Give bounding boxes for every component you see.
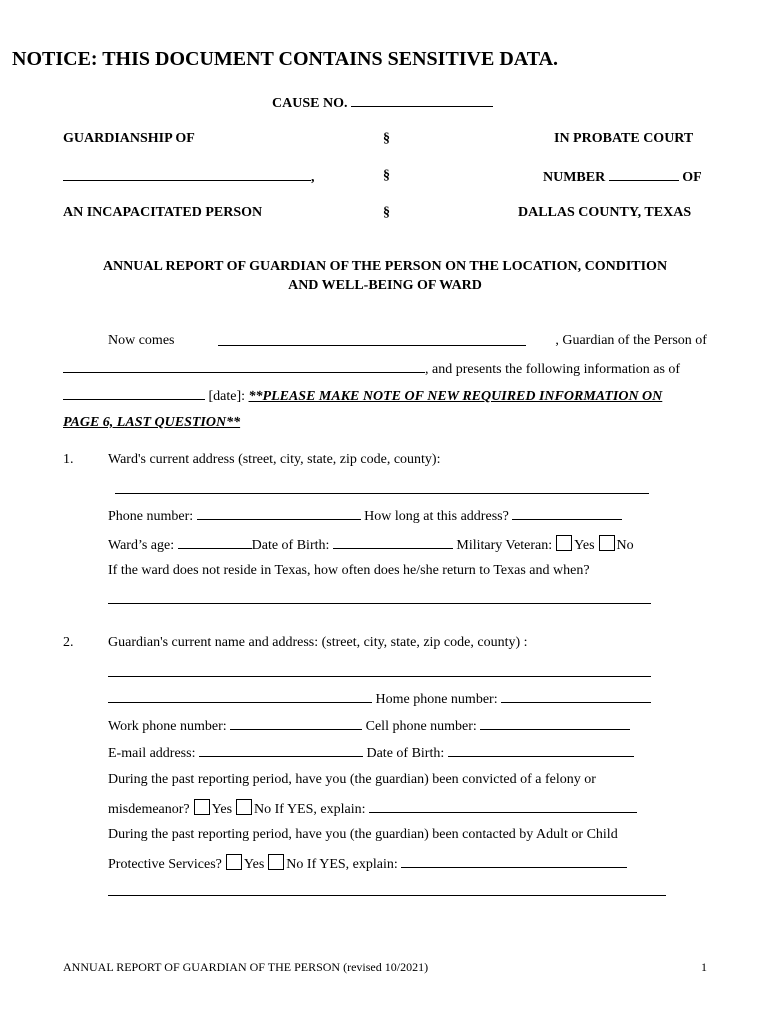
- presents-text: , and presents the following information as of: [425, 362, 681, 377]
- intro-line3: [63, 387, 662, 405]
- felony-question-line1: During the past reporting period, have you (the guardian) been convicted of a felony or: [108, 772, 596, 787]
- court-of-label: OF: [682, 170, 702, 185]
- new-info-note-cont: PAGE 6, LAST QUESTION**: [63, 415, 241, 430]
- caption-section-symbol: §: [383, 131, 390, 146]
- cause-number-label: CAUSE NO.: [272, 96, 348, 111]
- texas-return-question: If the ward does not reside in Texas, how often does he/she return to Texas and when?: [108, 563, 590, 578]
- cps-explain-label: If YES, explain:: [306, 857, 398, 872]
- q2-number: 2.: [63, 635, 74, 650]
- q2-label: Guardian's current name and address: (street, city, state, zip code, county) :: [108, 635, 528, 650]
- veteran-label: Military Veteran:: [456, 538, 553, 553]
- q1-label: Ward's current address (street, city, state, zip code, county):: [108, 452, 441, 467]
- cps-explain-blank[interactable]: [401, 855, 627, 868]
- ward-person-blank[interactable]: [63, 360, 425, 373]
- caption-section-symbol: §: [383, 168, 390, 183]
- veteran-no-label: No: [616, 538, 634, 553]
- cps-yes-label: Yes: [243, 857, 265, 872]
- misdemeanor-label: misdemeanor?: [108, 802, 190, 817]
- cps-no-checkbox[interactable]: [268, 854, 284, 870]
- intro-line1: [108, 333, 707, 349]
- q1-phone-row: [108, 507, 622, 525]
- guardian-address-blank-2[interactable]: [108, 690, 372, 703]
- felony-no-checkbox[interactable]: [236, 799, 252, 815]
- cell-phone-blank[interactable]: [480, 717, 630, 730]
- ward-dob-label: Date of Birth:: [251, 538, 330, 553]
- q2-email-row: [108, 744, 634, 762]
- veteran-no-checkbox[interactable]: [599, 535, 615, 551]
- felony-yes-checkbox[interactable]: [194, 799, 210, 815]
- footer-text: ANNUAL REPORT OF GUARDIAN OF THE PERSON (revised 10/2021): [63, 960, 429, 974]
- q1-age-row: [108, 535, 634, 554]
- cps-question-line1: During the past reporting period, have you (the guardian) been contacted by Adult or Child: [108, 827, 618, 842]
- cause-number-line: [272, 94, 493, 112]
- veteran-yes-checkbox[interactable]: [556, 535, 572, 551]
- caption-comma: ,: [311, 170, 315, 185]
- felony-explain-blank[interactable]: [369, 800, 637, 813]
- caption-court-number: [543, 168, 702, 186]
- caption-probate-court: IN PROBATE COURT: [554, 131, 694, 146]
- work-phone-label: Work phone number:: [108, 719, 227, 734]
- ward-age-blank[interactable]: [178, 536, 252, 549]
- guardian-dob-blank[interactable]: [448, 744, 634, 757]
- work-phone-blank[interactable]: [230, 717, 362, 730]
- report-title-line1: ANNUAL REPORT OF GUARDIAN OF THE PERSON ON THE LOCATION, CONDITION: [102, 259, 668, 274]
- q1-number: 1.: [63, 452, 74, 467]
- email-label: E-mail address:: [108, 746, 196, 761]
- caption-incapacitated-person: AN INCAPACITATED PERSON: [63, 205, 263, 220]
- page-number: 1: [701, 960, 707, 974]
- ward-phone-blank[interactable]: [197, 507, 361, 520]
- felony-yes-label: Yes: [211, 802, 233, 817]
- guardian-dob-label: Date of Birth:: [366, 746, 445, 761]
- ward-address-blank[interactable]: [115, 493, 649, 494]
- ward-name-blank[interactable]: [63, 168, 311, 181]
- caption-section-symbol: §: [383, 205, 390, 220]
- cps-explain-blank-2[interactable]: [108, 895, 666, 896]
- report-date-blank[interactable]: [63, 387, 205, 400]
- cps-no-label: No: [286, 857, 304, 872]
- new-info-note: **PLEASE MAKE NOTE OF NEW REQUIRED INFORMATION ON: [248, 389, 663, 404]
- intro-line2: [63, 360, 680, 378]
- q2-work-phone-row: [108, 717, 630, 735]
- cause-number-blank[interactable]: [351, 94, 493, 107]
- caption-ward-name-line: [63, 168, 315, 186]
- home-phone-label: Home phone number:: [375, 692, 498, 707]
- date-label: [date]:: [208, 389, 246, 404]
- guardian-of-text: , Guardian of the Person of: [555, 333, 707, 348]
- q2-home-phone-row: [108, 690, 651, 708]
- home-phone-blank[interactable]: [501, 690, 651, 703]
- felony-no-label: No: [254, 802, 272, 817]
- protective-services-label: Protective Services?: [108, 857, 222, 872]
- felony-explain-label: If YES, explain:: [274, 802, 366, 817]
- texas-return-blank[interactable]: [108, 603, 651, 604]
- caption-dallas-county: DALLAS COUNTY, TEXAS: [518, 205, 692, 220]
- ward-dob-blank[interactable]: [333, 536, 453, 549]
- email-blank[interactable]: [199, 744, 363, 757]
- now-comes-text: Now comes: [108, 333, 175, 348]
- ward-age-label: Ward’s age:: [108, 538, 175, 553]
- sensitive-data-notice: NOTICE: THIS DOCUMENT CONTAINS SENSITIVE DATA.: [12, 48, 559, 70]
- felony-question-line2: [108, 799, 637, 818]
- court-number-blank[interactable]: [609, 168, 679, 181]
- guardian-address-blank[interactable]: [108, 676, 651, 677]
- how-long-blank[interactable]: [512, 507, 622, 520]
- guardian-name-blank[interactable]: [218, 333, 526, 346]
- ward-phone-label: Phone number:: [108, 509, 194, 524]
- cps-yes-checkbox[interactable]: [226, 854, 242, 870]
- report-title-line2: AND WELL-BEING OF WARD: [288, 278, 482, 293]
- cell-phone-label: Cell phone number:: [365, 719, 477, 734]
- how-long-label: How long at this address?: [364, 509, 509, 524]
- veteran-yes-label: Yes: [574, 538, 595, 553]
- court-number-label: NUMBER: [543, 170, 606, 185]
- cps-question-line2: [108, 854, 627, 873]
- caption-guardianship-of: GUARDIANSHIP OF: [63, 131, 195, 146]
